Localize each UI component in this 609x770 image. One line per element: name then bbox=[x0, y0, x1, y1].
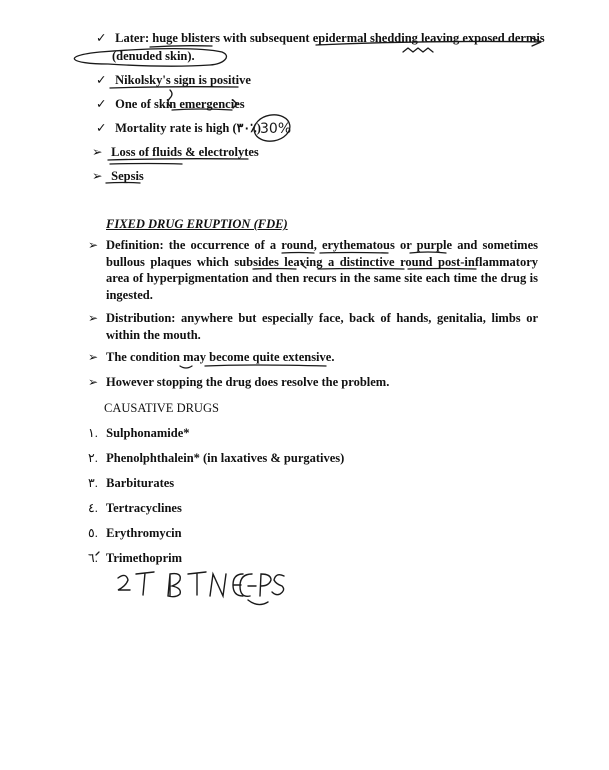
bullet-text: Later: huge blisters with subsequent epidermal shedding leaving exposed dermis bbox=[115, 31, 545, 45]
arrow-bullet-icon: ➢ bbox=[88, 311, 99, 325]
arrow-bullet-icon: ➢ bbox=[92, 145, 103, 159]
mnemonic-text bbox=[118, 600, 124, 601]
fde-distribution: Distribution: anywhere but especially face, back of hands, genitalia, limbs or within the mouth. bbox=[106, 311, 538, 342]
drug-number: ٤. bbox=[88, 501, 98, 515]
drug-item bbox=[88, 475, 174, 491]
bullet-later-blisters bbox=[96, 30, 545, 46]
arrow-bullet-icon: ➢ bbox=[88, 238, 99, 252]
bullet-text: Sepsis bbox=[111, 169, 144, 183]
check-icon: ✓ bbox=[96, 121, 107, 135]
drug-name: Trimethoprim bbox=[105, 551, 183, 565]
ink-squiggle bbox=[180, 366, 192, 368]
section-heading: FIXED DRUG ERUPTION (FDE) bbox=[106, 217, 288, 231]
bullet-sepsis bbox=[92, 168, 144, 184]
drug-number: ٥. bbox=[88, 526, 98, 540]
drug-item bbox=[88, 500, 182, 516]
bullet-text: Loss of fluids & electrolytes bbox=[111, 145, 259, 159]
fde-stopping: However stopping the drug does resolve the problem. bbox=[106, 375, 390, 389]
fde-definition: Definition: the occurrence of a round, erythematous or purple and sometimes bullous plaques which subsides leaving a distinctive round post-inflammatory area of hyperpigmentation and then recurs in the same site each time the drug is ingested. bbox=[106, 238, 538, 302]
check-icon: ✓ bbox=[96, 73, 107, 87]
bullet-skin-emergencies bbox=[96, 96, 245, 112]
drug-name: Tertracyclines bbox=[105, 501, 182, 515]
arrow-bullet-icon: ➢ bbox=[88, 375, 99, 389]
bullet-mortality bbox=[96, 120, 261, 136]
drug-number: ٣. bbox=[88, 476, 98, 490]
drug-item bbox=[88, 425, 190, 441]
arrow-bullet-icon: ➢ bbox=[88, 350, 99, 364]
check-icon: ✓ bbox=[96, 97, 107, 111]
bullet-fluids bbox=[92, 144, 259, 160]
ink-underline bbox=[110, 164, 182, 165]
causative-heading: CAUSATIVE DRUGS bbox=[104, 401, 219, 415]
handwritten-percent: 30% bbox=[260, 121, 292, 137]
bullet-text: Nikolsky's sign is positive bbox=[115, 73, 251, 87]
check-icon: ✓ bbox=[96, 31, 107, 45]
drug-number: ٦. bbox=[88, 551, 98, 565]
mnemonic-handwriting bbox=[118, 572, 284, 605]
bullet-nikolsky bbox=[96, 72, 251, 88]
fde-extensive: The condition may become quite extensive. bbox=[106, 350, 335, 364]
drug-item bbox=[88, 525, 182, 541]
drug-item bbox=[88, 450, 344, 466]
drug-name: Phenolphthalein* (in laxatives & purgatives) bbox=[106, 451, 345, 465]
bullet-denuded-skin bbox=[112, 48, 195, 64]
bullet-text: Mortality rate is high (٣٠٪) bbox=[115, 121, 261, 135]
drug-name: Erythromycin bbox=[106, 526, 182, 540]
arrow-bullet-icon: ➢ bbox=[92, 169, 103, 183]
ink-squiggle bbox=[403, 48, 433, 52]
bullet-text: (denuded skin). bbox=[112, 49, 195, 63]
drug-name: Barbiturates bbox=[106, 476, 175, 490]
drug-name: Sulphonamide* bbox=[106, 426, 190, 440]
drug-item bbox=[88, 550, 182, 566]
drug-number: ١. bbox=[88, 426, 98, 440]
bullet-text: One of skin emergencies bbox=[115, 97, 245, 111]
drug-number: ٢. bbox=[88, 451, 98, 465]
